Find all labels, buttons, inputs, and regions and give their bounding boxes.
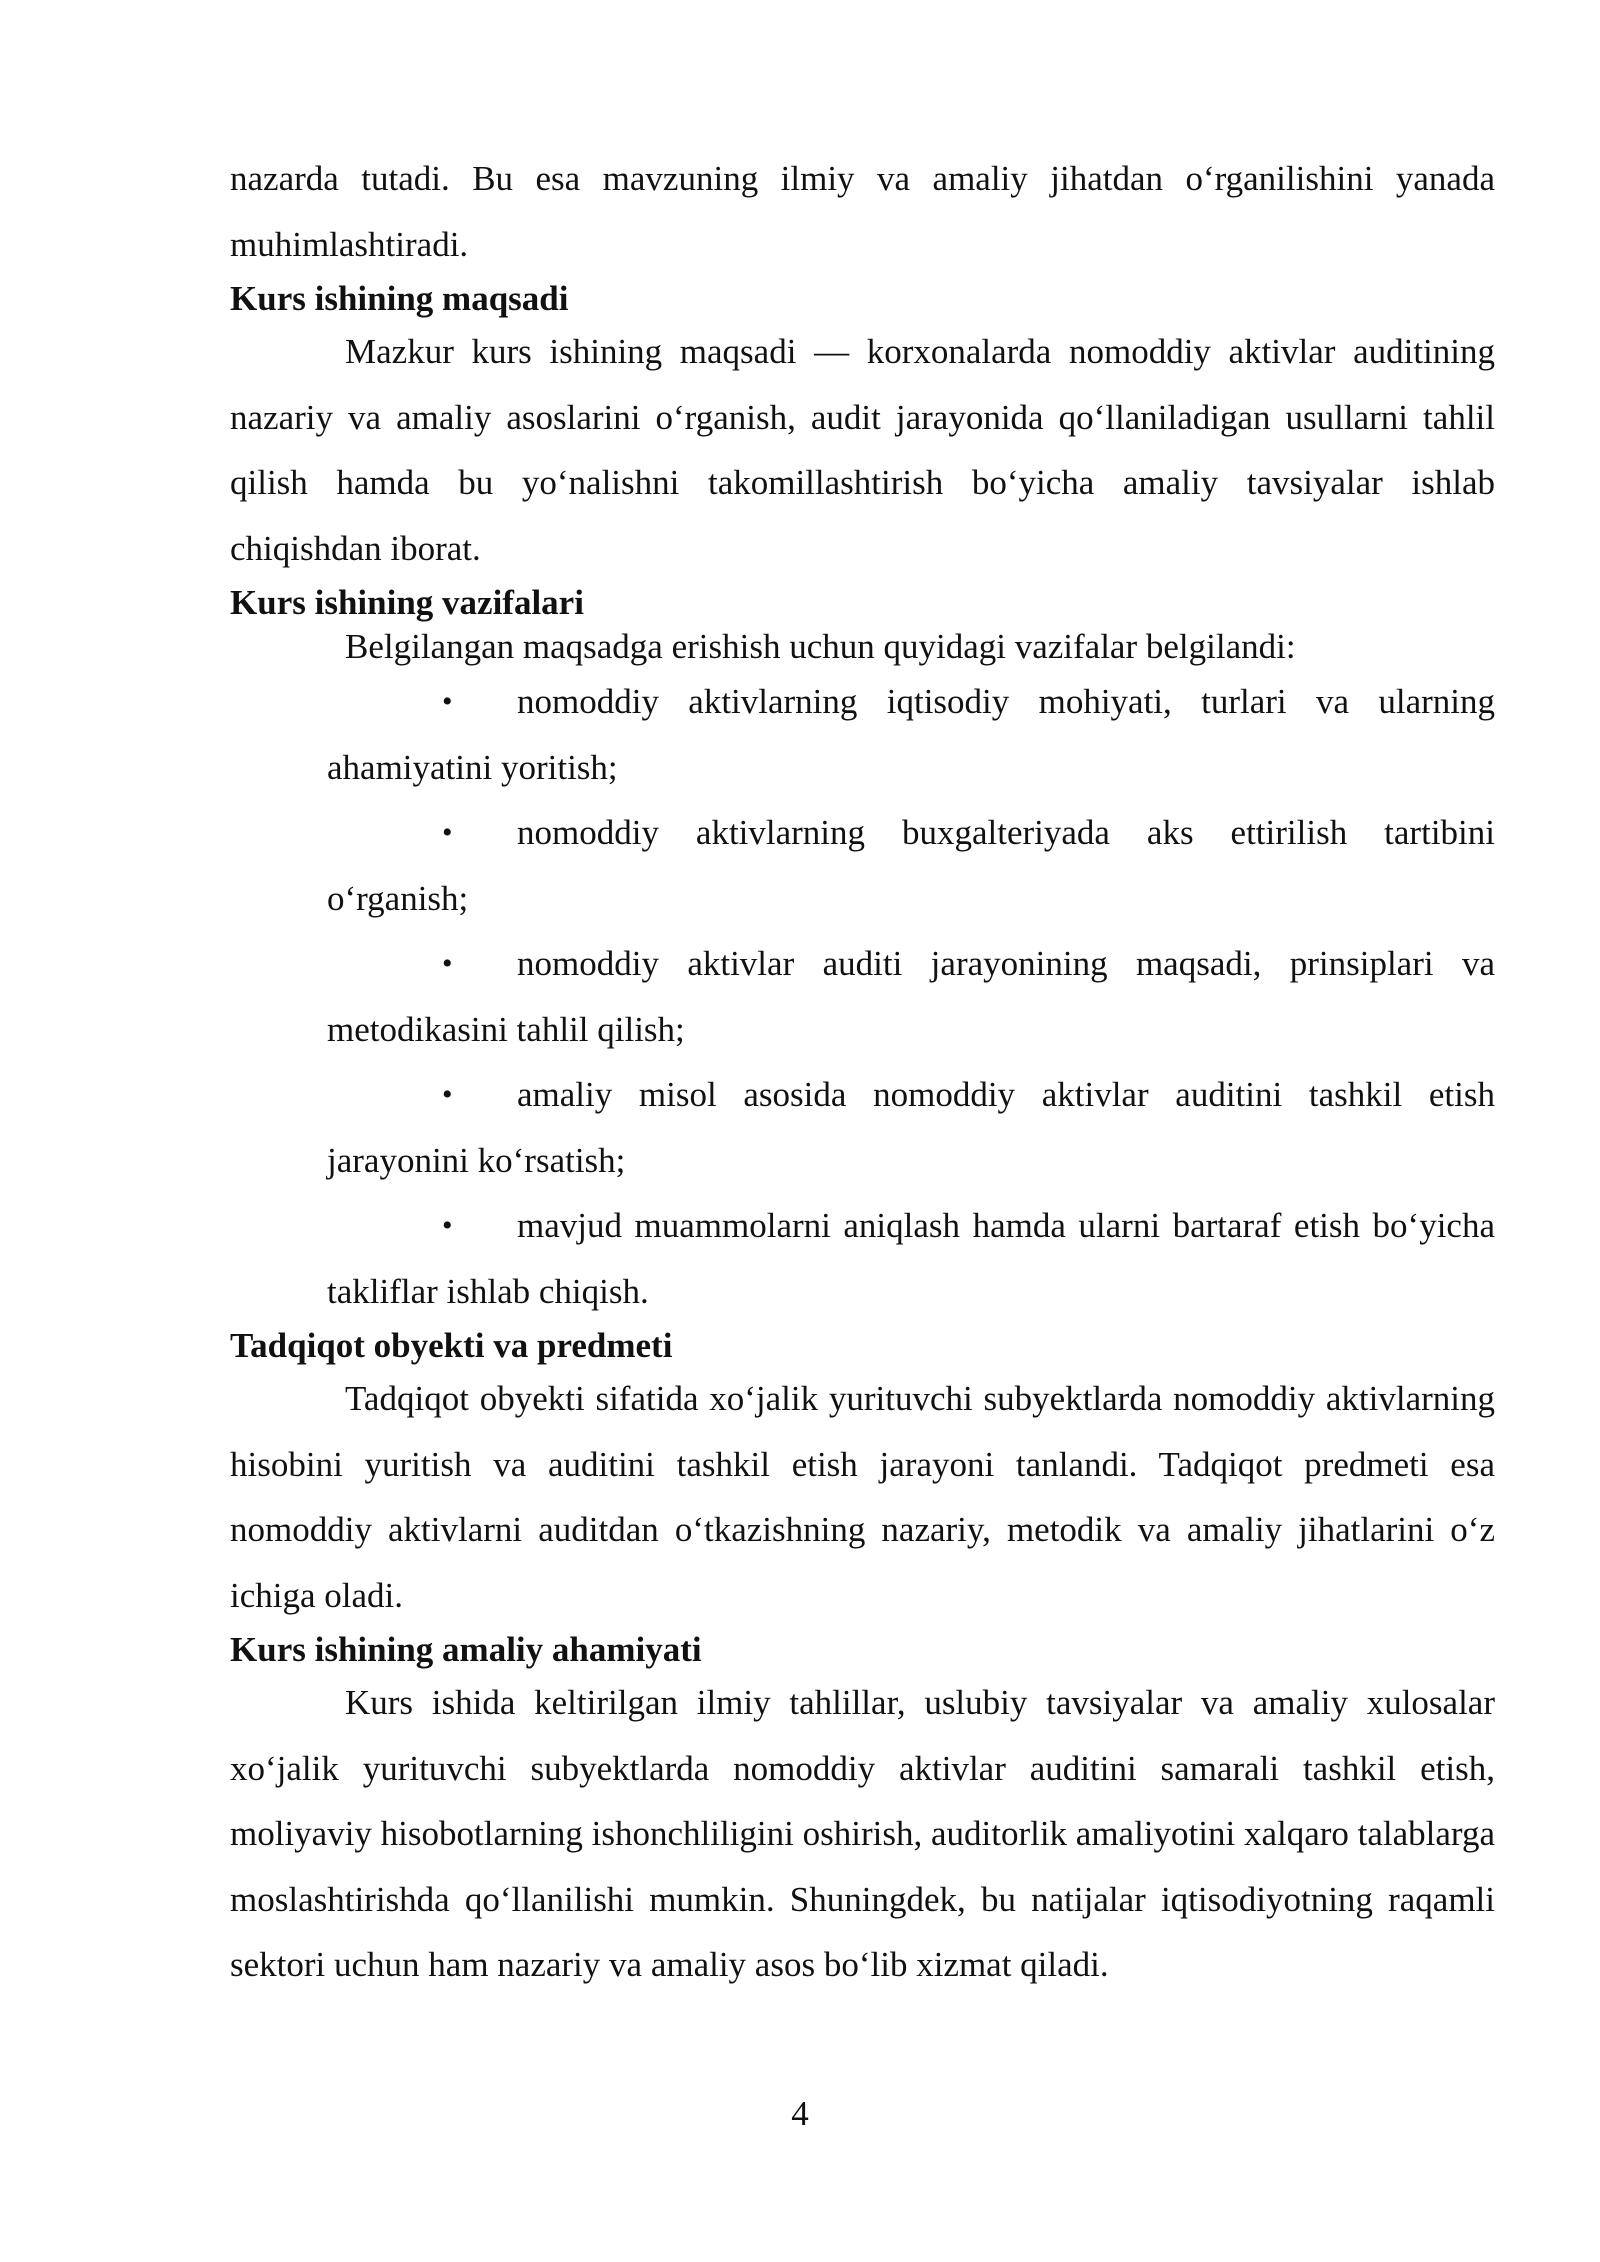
bullet-dot-icon: • (442, 1209, 453, 1242)
list-item-text: amaliy misol asosida nomoddiy aktivlar auditini tashkil etish jarayonini ko‘rsatish; (327, 1075, 1495, 1180)
object-paragraph: Tadqiqot obyekti sifatida xo‘jalik yurituvchi subyektlarda nomoddiy aktivlarning hisobini yuritish va auditini tashkil etish jarayoni tanlandi. Tadqiqot predmeti esa nomoddiy aktivlarni auditdan o‘tkazishning nazariy, metodik va amaliy jihatlarini o‘z ichiga oladi. (230, 1379, 1495, 1615)
tasks-heading: Kurs ishining vazifalari (230, 583, 584, 622)
bullet-dot-icon: • (442, 1078, 453, 1111)
page-content (230, 146, 1495, 1998)
bullet-dot-icon: • (442, 816, 453, 849)
tasks-list (230, 669, 1495, 1324)
list-item (327, 931, 1495, 1062)
bullet-dot-icon: • (442, 685, 453, 718)
object-heading: Tadqiqot obyekti va predmeti (230, 1326, 673, 1365)
significance-paragraph: Kurs ishida keltirilgan ilmiy tahlillar, uslubiy tavsiyalar va amaliy xulosalar xo‘jalik yurituvchi subyektlarda nomoddiy aktivlar auditini samarali tashkil etish, moliyaviy hisobotlarning ishonchliligini oshirish, auditorlik amaliyotini xalqaro talablarga moslashtirishda qo‘llanilishi mumkin. Shuningdek, bu natijalar iqtisodiyotning raqamli sektori uchun ham nazariy va amaliy asos bo‘lib xizmat qiladi. (230, 1683, 1495, 1984)
bullet-dot-icon: • (442, 947, 453, 980)
goal-paragraph: Mazkur kurs ishining maqsadi — korxonalarda nomoddiy aktivlar auditining nazariy va amaliy asoslarini o‘rganish, audit jarayonida qo‘llaniladigan usullarni tahlil qilish hamda bu yo‘nalishni takomillashtirish bo‘yicha amaliy tavsiyalar ishlab chiqishdan iborat. (230, 332, 1495, 568)
tasks-intro-paragraph: Belgilangan maqsadga erishish uchun quyidagi vazifalar belgilandi: (345, 627, 1296, 666)
goal-heading: Kurs ishining maqsadi (230, 279, 569, 318)
list-item-text: nomoddiy aktivlarning iqtisodiy mohiyati, turlari va ularning ahamiyatini yoritish; (327, 682, 1495, 787)
intro-continuation-paragraph: nazarda tutadi. Bu esa mavzuning ilmiy va amaliy jihatdan o‘rganilishini yanada muhimlashtiradi. (230, 159, 1495, 264)
list-item (327, 1193, 1495, 1324)
list-item (327, 669, 1495, 800)
list-item-text: mavjud muammolarni aniqlash hamda ularni bartaraf etish bo‘yicha takliflar ishlab chiqish. (327, 1206, 1495, 1311)
list-item (327, 1062, 1495, 1193)
significance-heading: Kurs ishining amaliy ahamiyati (230, 1630, 702, 1669)
list-item-text: nomoddiy aktivlar auditi jarayonining maqsadi, prinsiplari va metodikasini tahlil qilish; (327, 944, 1495, 1049)
list-item (327, 800, 1495, 931)
list-item-text: nomoddiy aktivlarning buxgalteriyada aks ettirilish tartibini o‘rganish; (327, 813, 1495, 918)
page-number: 4 (791, 2094, 809, 2133)
